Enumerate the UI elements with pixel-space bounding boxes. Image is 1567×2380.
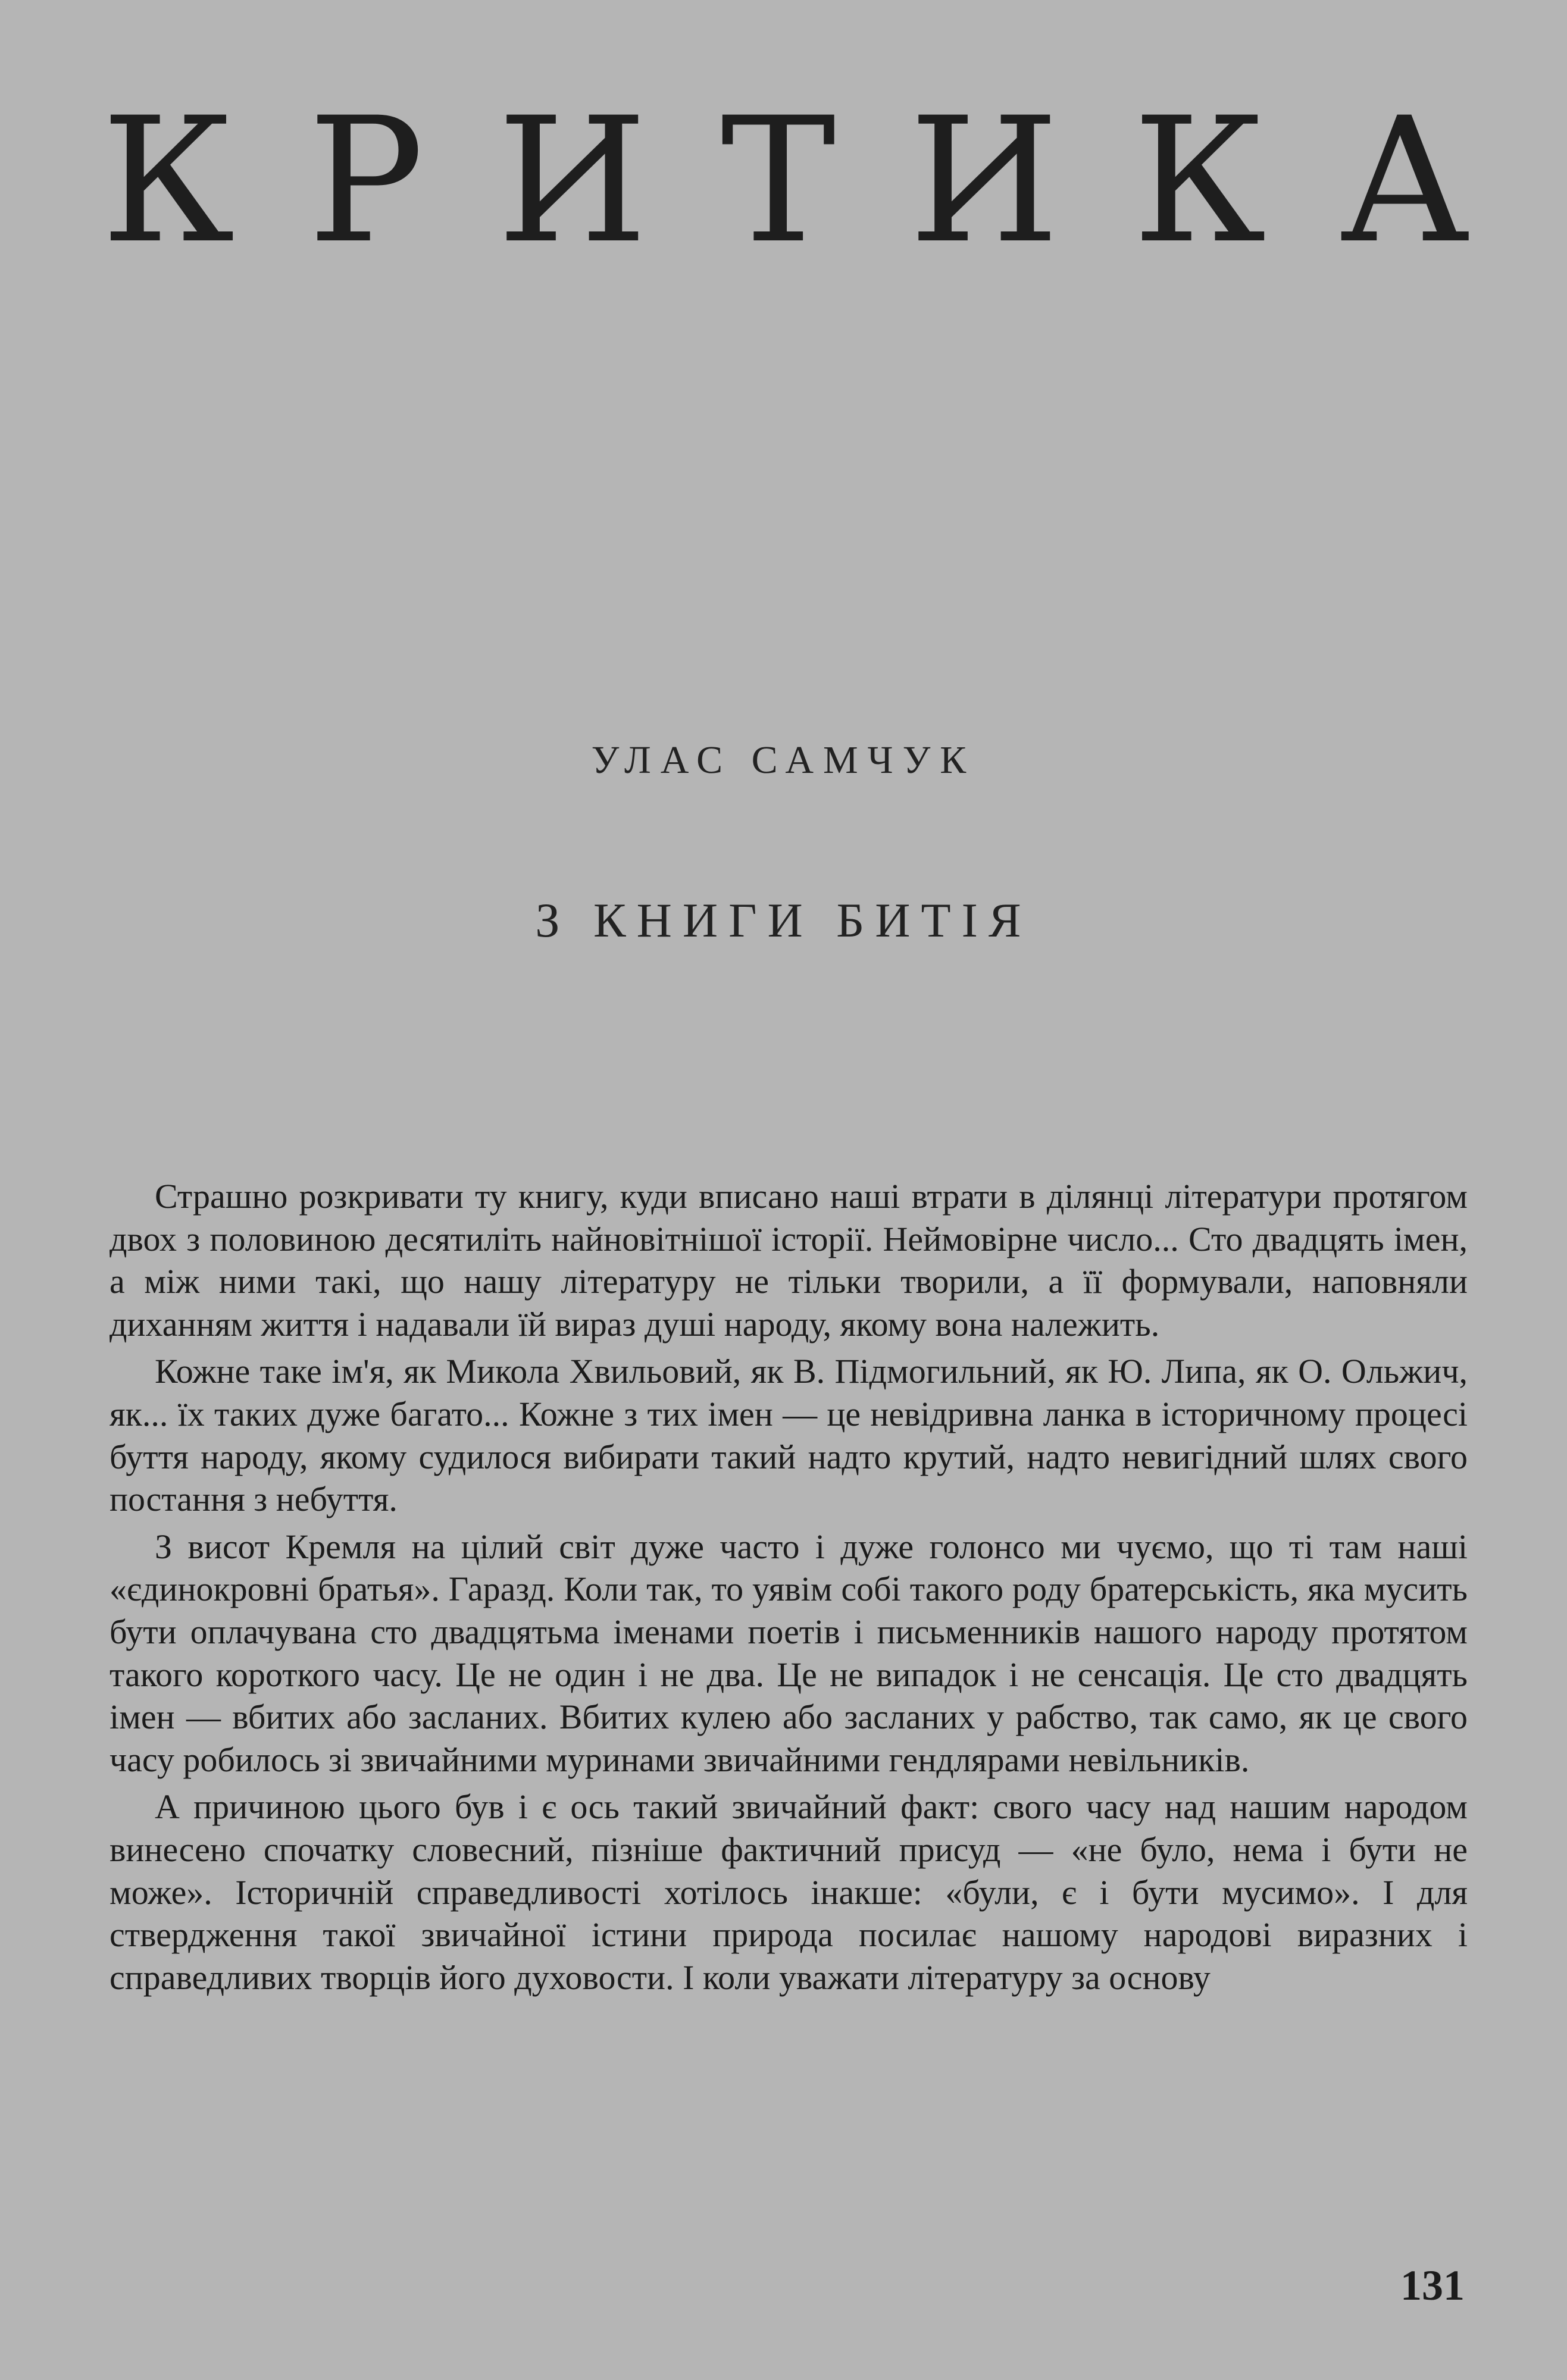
section-heading-letter: И (497, 81, 648, 281)
section-heading-letter: Р (308, 81, 424, 281)
section-heading-letter: А (1339, 81, 1470, 281)
paragraph: А причиною цього був і є ось такий звичайний факт: свого часу над нашим народом винесено спочатку словесний, пізніше фактичний присуд — «не було, нема і бути не може». Історичній справедливості хотілось інакше: «були, є і бути мусимо». І для ствердження такої звичайної істини природа посилає нашому народові виразних і справедливих творців його духовости. І коли уважати літературу за основу (110, 1787, 1468, 1997)
page-number: 131 (1400, 2262, 1465, 2309)
section-heading-letter: И (909, 81, 1060, 281)
paragraph: Кожне таке ім'я, як Микола Хвильовий, як В. Підмогильний, як Ю. Липа, як О. Ольжич, як... їх таких дуже багато... Кожне з тих імен — це невідривна ланка в історичному процесі буття народу, якому судилося вибирати такий надто крутий, надто невигідний шлях свого постання з небуття. (110, 1352, 1468, 1519)
paragraph: З висот Кремля на цілий світ дуже часто і дуже голонсо ми чуємо, що ті там наші «єдинокровні братья». Гаразд. Коли так, то уявім собі такого роду братерськість, яка мусить бути оплачувана сто двадцятьма іменами поетів і письменників нашого народу протятом такого короткого часу. Це не один і не два. Це не випадок і не сенсація. Це сто двадцять імен — вбитих або засланих. Вбитих кулею або засланих у рабство, так само, як це свого часу робилось зі звичайними муринами звичайними гендлярами невільників. (110, 1527, 1468, 1779)
article-author: УЛАС САМЧУК (591, 738, 976, 782)
section-heading (101, 81, 1470, 281)
section-heading-letter: К (101, 81, 235, 281)
paragraph: Страшно розкривати ту книгу, куди вписано наші втрати в ділянці літератури протягом двох з половиною десятиліть найновітнішої історії. Неймовірне число... Сто двадцять імен, а між ними такі, що нашу літературу не тільки творили, а її формували, наповняли диханням життя і надавали їй вираз душі народу, якому вона належить. (110, 1177, 1468, 1344)
section-heading-letter: Т (721, 81, 836, 281)
section-heading-letter: К (1133, 81, 1266, 281)
article-title: З КНИГИ БИТІЯ (535, 893, 1032, 947)
article-body (110, 1175, 1468, 1999)
